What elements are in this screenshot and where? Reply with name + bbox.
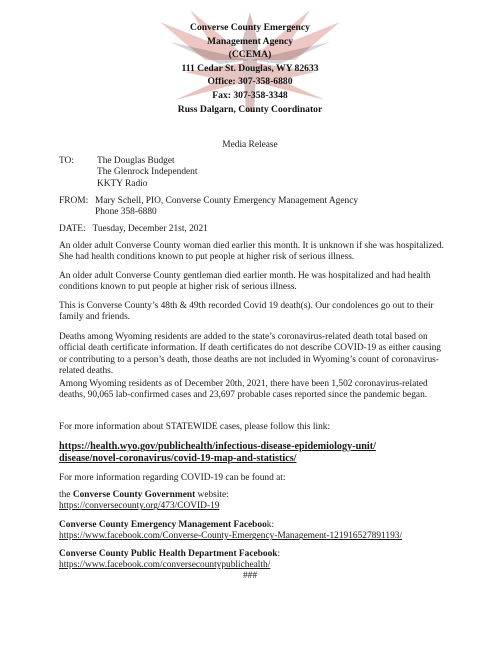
- paragraph-state-totals: Among Wyoming residents as of December 20th, 2021, there have been 1,502 coronavirus-related deaths, 90,065 lab-confirmed cases and 23,697 probable cases reported since the pandemic began.: [59, 379, 428, 401]
- statewide-link-line[interactable]: https://health.wyo.gov/publichealth/infectious-disease-epidemiology-unit/: [59, 441, 376, 452]
- statewide-link[interactable]: [59, 441, 449, 465]
- recipient: The Glenrock Independent: [97, 167, 198, 178]
- county-gov-suffix: website:: [195, 490, 229, 500]
- county-government-section: [59, 490, 449, 513]
- health-facebook-link[interactable]: https://www.facebook.com/conversecountypublichealth/: [59, 560, 271, 571]
- health-facebook-suffix: :: [277, 549, 281, 559]
- county-gov-link[interactable]: https://conversecounty.org/473/COVID-19: [59, 501, 220, 512]
- to-section: [59, 156, 449, 190]
- ccema-facebook-suffix: k:: [266, 520, 275, 530]
- health-facebook-section: [59, 549, 449, 572]
- paragraph-death-certificates: Deaths among Wyoming residents are added to the state’s coronavirus-related death total based on official death certificate information. If death certificates do not describe COVID-19 as either causing or contributing to a person’s death, those deaths are not included in Wyoming’s count of coronavirus-related deaths.: [59, 332, 441, 377]
- statewide-intro: For more information about STATEWIDE cases, please follow this link:: [59, 422, 331, 432]
- letterhead-line: Russ Dalgarn, County Coordinator: [177, 103, 323, 115]
- agency-letterhead: [150, 21, 350, 116]
- letterhead-line: Management Agency: [206, 35, 294, 47]
- county-gov-name: Converse County Government: [72, 490, 196, 500]
- paragraph-woman-death: An older adult Converse County woman died earlier this month. It is unknown if she was hospitalized. She had health conditions known to put people at higher risk of serious illness.: [59, 241, 444, 263]
- ccema-facebook-link[interactable]: https://www.facebook.com/Converse-County-Emergency-Management-121916527891193/: [59, 531, 403, 542]
- statewide-link-line[interactable]: disease/novel-coronavirus/covid-19-map-and-statistics/: [59, 453, 297, 465]
- end-mark: ###: [242, 571, 258, 581]
- from-label: FROM:: [59, 196, 89, 206]
- release-title: Media Release: [222, 140, 278, 150]
- from-phone: Phone 358-6880: [95, 207, 157, 218]
- from-section: [59, 196, 449, 219]
- ccema-facebook-name: Converse County Emergency Management Faceboo: [59, 520, 267, 530]
- letterhead-line: (CCEMA): [228, 49, 272, 61]
- date-value: Tuesday, December 21st, 2021: [92, 224, 208, 234]
- paragraph-death-count: This is Converse County’s 48th & 49th recorded Covid 19 death(s). Our condolences go out to their family and friends.: [59, 301, 434, 323]
- county-gov-prefix: the: [59, 490, 73, 500]
- date-label: DATE:: [59, 224, 86, 234]
- health-facebook-name: Converse County Public Health Department Facebook: [59, 549, 278, 559]
- date-section: [59, 224, 449, 235]
- from-sender: Mary Schell, PIO, Converse County Emergency Management Agency: [95, 196, 359, 206]
- letterhead-line: Office: 307-358-6880: [207, 76, 293, 88]
- letterhead-line: 111 Cedar St. Douglas, WY 82633: [181, 62, 319, 74]
- covid-info-intro: For more information regarding COVID-19 can be found at:: [59, 473, 286, 483]
- ccema-facebook-section: [59, 520, 449, 543]
- recipient: The Douglas Budget: [97, 156, 175, 166]
- paragraph-man-death: An older adult Converse County gentleman died earlier month. He was hospitalized and had health conditions known to put people at higher risk of serious illness.: [59, 271, 431, 293]
- letterhead-line: Converse County Emergency: [190, 22, 310, 33]
- to-label: TO:: [59, 156, 74, 166]
- letterhead-line: Fax: 307-358-3348: [212, 89, 288, 101]
- recipient: KKTY Radio: [97, 178, 148, 189]
